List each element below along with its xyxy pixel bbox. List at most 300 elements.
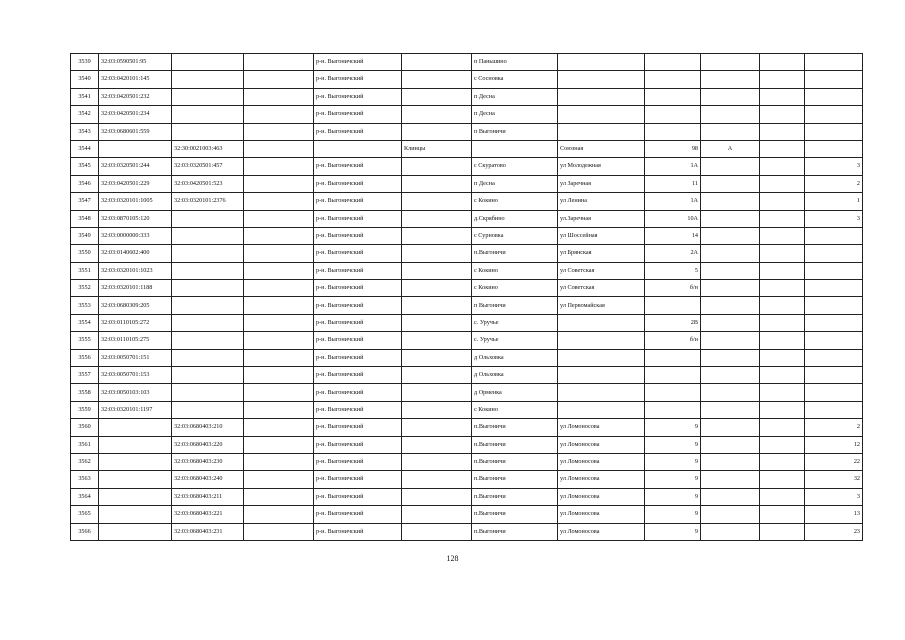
house-letter-cell (701, 71, 760, 88)
house-number-cell: 9 (645, 523, 701, 540)
empty-cell (244, 384, 314, 401)
district-cell: р-н. Выгоничский (314, 280, 402, 297)
row-number: 3539 (71, 54, 99, 71)
district-cell: р-н. Выгоничский (314, 71, 402, 88)
cadastral-number-building: 32:03:0680403:230 (172, 453, 244, 470)
apartment-cell: 13 (805, 506, 863, 523)
row-number: 3560 (71, 419, 99, 436)
district-cell: р-н. Выгоничский (314, 245, 402, 262)
empty-cell (244, 140, 314, 157)
apartment-cell: 2 (805, 175, 863, 192)
street-cell: ул Молодежная (558, 158, 645, 175)
house-number-cell (645, 349, 701, 366)
street-cell: ул Ломоносова (558, 488, 645, 505)
cadastral-number-parcel: 32:03:0140602:400 (99, 245, 172, 262)
house-number-cell (645, 71, 701, 88)
cadastral-number-building: 32:03:0680403:220 (172, 436, 244, 453)
district-cell: р-н. Выгоничский (314, 88, 402, 105)
locality-cell: д Орменка (472, 384, 558, 401)
locality-cell: п.Выгоничи (472, 419, 558, 436)
cadastral-number-parcel (99, 419, 172, 436)
cadastral-number-building: 32:03:0680403:231 (172, 523, 244, 540)
cadastral-number-parcel (99, 140, 172, 157)
cadastral-number-parcel: 32:03:0680601:559 (99, 123, 172, 140)
cadastral-number-building: 32:03:0320101:2376 (172, 193, 244, 210)
house-number-cell (645, 297, 701, 314)
house-letter-cell (701, 262, 760, 279)
apartment-cell: 12 (805, 436, 863, 453)
empty-cell (244, 453, 314, 470)
table-row (71, 419, 863, 436)
locality-cell: п.Выгоничи (472, 506, 558, 523)
empty-cell (760, 471, 805, 488)
municipality-cell (402, 419, 472, 436)
empty-cell (760, 506, 805, 523)
district-cell: р-н. Выгоничский (314, 349, 402, 366)
cadastral-number-parcel: 32:03:0050701:153 (99, 367, 172, 384)
cadastral-number-parcel: 32:03:0320101:1188 (99, 280, 172, 297)
cadastral-number-parcel: 32:03:0050103:103 (99, 384, 172, 401)
municipality-cell (402, 193, 472, 210)
table-row (71, 88, 863, 105)
street-cell (558, 71, 645, 88)
empty-cell (244, 367, 314, 384)
cadastral-number-building (172, 262, 244, 279)
apartment-cell: 1 (805, 193, 863, 210)
street-cell (558, 332, 645, 349)
empty-cell (244, 227, 314, 244)
cadastral-number-parcel: 32:03:0110105:275 (99, 332, 172, 349)
cadastral-number-building (172, 332, 244, 349)
house-number-cell (645, 367, 701, 384)
house-letter-cell (701, 419, 760, 436)
table-row (71, 297, 863, 314)
empty-cell (760, 106, 805, 123)
cadastral-number-building (172, 123, 244, 140)
house-number-cell (645, 401, 701, 418)
house-number-cell: 2А (645, 245, 701, 262)
apartment-cell (805, 54, 863, 71)
page-number: 128 (446, 554, 459, 563)
municipality-cell (402, 106, 472, 123)
apartment-cell: 2 (805, 419, 863, 436)
apartment-cell: 3 (805, 488, 863, 505)
cadastral-number-building: 32:03:0320501:457 (172, 158, 244, 175)
locality-cell: п Десна (472, 175, 558, 192)
apartment-cell (805, 227, 863, 244)
cadastral-number-parcel: 32:03:0420501:234 (99, 106, 172, 123)
table-row (71, 54, 863, 71)
row-number: 3545 (71, 158, 99, 175)
empty-cell (244, 245, 314, 262)
empty-cell (760, 158, 805, 175)
cadastral-number-parcel: 32:03:0680309:205 (99, 297, 172, 314)
cadastral-number-parcel: 32:03:0000000:333 (99, 227, 172, 244)
locality-cell: с Кокино (472, 280, 558, 297)
district-cell (314, 140, 402, 157)
house-number-cell (645, 106, 701, 123)
locality-cell: с Кокино (472, 193, 558, 210)
apartment-cell (805, 123, 863, 140)
row-number: 3553 (71, 297, 99, 314)
house-number-cell: 9 (645, 436, 701, 453)
house-number-cell: 5 (645, 262, 701, 279)
empty-cell (244, 419, 314, 436)
street-cell: ул Ленина (558, 193, 645, 210)
municipality-cell (402, 280, 472, 297)
district-cell: р-н. Выгоничский (314, 314, 402, 331)
table-body (71, 54, 863, 541)
empty-cell (760, 332, 805, 349)
table-row (71, 210, 863, 227)
cadastral-number-parcel: 32:03:0320101:1023 (99, 262, 172, 279)
district-cell: р-н. Выгоничский (314, 227, 402, 244)
house-letter-cell (701, 175, 760, 192)
house-number-cell (645, 123, 701, 140)
municipality-cell (402, 175, 472, 192)
table-row (71, 384, 863, 401)
district-cell: р-н. Выгоничский (314, 436, 402, 453)
apartment-cell (805, 332, 863, 349)
municipality-cell (402, 367, 472, 384)
cadastral-number-building: 32:03:0680403:210 (172, 419, 244, 436)
row-number: 3549 (71, 227, 99, 244)
cadastral-number-parcel (99, 488, 172, 505)
empty-cell (760, 367, 805, 384)
municipality-cell (402, 506, 472, 523)
house-letter-cell (701, 158, 760, 175)
locality-cell: с Кокино (472, 401, 558, 418)
municipality-cell (402, 488, 472, 505)
house-number-cell: 11 (645, 175, 701, 192)
house-letter-cell (701, 349, 760, 366)
locality-cell: п Десна (472, 88, 558, 105)
locality-cell: с Сурновка (472, 227, 558, 244)
empty-cell (760, 280, 805, 297)
street-cell: Союзная (558, 140, 645, 157)
house-letter-cell (701, 54, 760, 71)
empty-cell (760, 419, 805, 436)
street-cell: ул Советская (558, 280, 645, 297)
street-cell: ул Ломоносова (558, 523, 645, 540)
empty-cell (760, 384, 805, 401)
cadastral-number-parcel: 32:03:0050701:151 (99, 349, 172, 366)
row-number: 3564 (71, 488, 99, 505)
empty-cell (760, 227, 805, 244)
empty-cell (760, 245, 805, 262)
cadastral-number-parcel (99, 471, 172, 488)
street-cell: ул Ломоносова (558, 419, 645, 436)
district-cell: р-н. Выгоничский (314, 54, 402, 71)
cadastral-number-parcel: 32:03:0420501:229 (99, 175, 172, 192)
cadastral-number-building: 32:30:0021003:463 (172, 140, 244, 157)
empty-cell (244, 106, 314, 123)
row-number: 3550 (71, 245, 99, 262)
empty-cell (760, 436, 805, 453)
house-number-cell: 14 (645, 227, 701, 244)
empty-cell (244, 262, 314, 279)
apartment-cell: 32 (805, 471, 863, 488)
cadastral-number-building (172, 401, 244, 418)
house-letter-cell (701, 106, 760, 123)
cadastral-number-parcel: 32:03:0320101:1197 (99, 401, 172, 418)
locality-cell: с. Уручье (472, 332, 558, 349)
table-row (71, 314, 863, 331)
empty-cell (244, 280, 314, 297)
cadastral-number-building (172, 384, 244, 401)
table-row (71, 471, 863, 488)
row-number: 3554 (71, 314, 99, 331)
cadastral-number-parcel (99, 523, 172, 540)
locality-cell: п.Выгоничи (472, 488, 558, 505)
street-cell (558, 384, 645, 401)
locality-cell: с Кокино (472, 262, 558, 279)
cadastral-number-building (172, 88, 244, 105)
cadastral-number-building (172, 245, 244, 262)
house-number-cell: 9 (645, 453, 701, 470)
street-cell (558, 401, 645, 418)
row-number: 3548 (71, 210, 99, 227)
cadastral-number-building: 32:03:0680403:240 (172, 471, 244, 488)
municipality-cell (402, 227, 472, 244)
street-cell: ул Брянская (558, 245, 645, 262)
municipality-cell (402, 210, 472, 227)
municipality-cell (402, 71, 472, 88)
house-letter-cell (701, 245, 760, 262)
municipality-cell (402, 158, 472, 175)
row-number: 3543 (71, 123, 99, 140)
row-number: 3547 (71, 193, 99, 210)
district-cell: р-н. Выгоничский (314, 453, 402, 470)
table-row (71, 262, 863, 279)
apartment-cell (805, 71, 863, 88)
house-letter-cell (701, 488, 760, 505)
row-number: 3566 (71, 523, 99, 540)
municipality-cell (402, 436, 472, 453)
row-number: 3552 (71, 280, 99, 297)
empty-cell (760, 71, 805, 88)
municipality-cell (402, 453, 472, 470)
cadastral-number-building: 32:03:0680403:211 (172, 488, 244, 505)
empty-cell (244, 523, 314, 540)
locality-cell: с Скуратово (472, 158, 558, 175)
apartment-cell (805, 349, 863, 366)
locality-cell: с. Уручье (472, 314, 558, 331)
street-cell: ул Ломоносова (558, 506, 645, 523)
street-cell: ул Ломоносова (558, 436, 645, 453)
locality-cell: с Сосновка (472, 71, 558, 88)
cadastral-number-parcel (99, 436, 172, 453)
table-row (71, 488, 863, 505)
house-letter-cell (701, 453, 760, 470)
row-number: 3541 (71, 88, 99, 105)
empty-cell (760, 88, 805, 105)
house-number-cell: 98 (645, 140, 701, 157)
empty-cell (244, 401, 314, 418)
row-number: 3561 (71, 436, 99, 453)
row-number: 3565 (71, 506, 99, 523)
cadastral-number-parcel: 32:03:0420101:145 (99, 71, 172, 88)
locality-cell: п Выгоничи (472, 297, 558, 314)
table-row (71, 280, 863, 297)
empty-cell (244, 349, 314, 366)
house-letter-cell (701, 210, 760, 227)
apartment-cell (805, 401, 863, 418)
row-number: 3555 (71, 332, 99, 349)
municipality-cell (402, 349, 472, 366)
municipality-cell (402, 123, 472, 140)
table-row (71, 367, 863, 384)
locality-cell: п.Выгоничи (472, 453, 558, 470)
table-row (71, 349, 863, 366)
house-letter-cell (701, 332, 760, 349)
apartment-cell: 3 (805, 210, 863, 227)
empty-cell (244, 436, 314, 453)
district-cell: р-н. Выгоничский (314, 158, 402, 175)
district-cell: р-н. Выгоничский (314, 506, 402, 523)
district-cell: р-н. Выгоничский (314, 488, 402, 505)
empty-cell (760, 140, 805, 157)
municipality-cell (402, 332, 472, 349)
street-cell: ул Заречная (558, 175, 645, 192)
district-cell: р-н. Выгоничский (314, 384, 402, 401)
empty-cell (760, 401, 805, 418)
municipality-cell (402, 297, 472, 314)
cadastral-number-parcel (99, 453, 172, 470)
apartment-cell: 23 (805, 523, 863, 540)
cadastral-number-parcel: 32:03:0110105:272 (99, 314, 172, 331)
house-number-cell: 9 (645, 488, 701, 505)
row-number: 3556 (71, 349, 99, 366)
row-number: 3540 (71, 71, 99, 88)
house-number-cell (645, 384, 701, 401)
table-row (71, 436, 863, 453)
house-letter-cell (701, 280, 760, 297)
apartment-cell (805, 384, 863, 401)
house-number-cell: 9 (645, 419, 701, 436)
empty-cell (244, 158, 314, 175)
row-number: 3562 (71, 453, 99, 470)
house-number-cell (645, 88, 701, 105)
municipality-cell (402, 88, 472, 105)
district-cell: р-н. Выгоничский (314, 297, 402, 314)
empty-cell (760, 123, 805, 140)
municipality-cell (402, 471, 472, 488)
table-row (71, 227, 863, 244)
street-cell (558, 367, 645, 384)
empty-cell (244, 54, 314, 71)
cadastral-number-building (172, 106, 244, 123)
district-cell: р-н. Выгоничский (314, 123, 402, 140)
row-number: 3558 (71, 384, 99, 401)
table-row (71, 523, 863, 540)
row-number: 3563 (71, 471, 99, 488)
locality-cell: п Выгоничи (472, 123, 558, 140)
locality-cell: п Паньшино (472, 54, 558, 71)
table-row (71, 193, 863, 210)
empty-cell (760, 314, 805, 331)
district-cell: р-н. Выгоничский (314, 262, 402, 279)
row-number: 3557 (71, 367, 99, 384)
table-row (71, 245, 863, 262)
table-row (71, 140, 863, 157)
street-cell: ул Ломоносова (558, 471, 645, 488)
house-letter-cell (701, 123, 760, 140)
empty-cell (760, 210, 805, 227)
apartment-cell (805, 245, 863, 262)
empty-cell (760, 54, 805, 71)
cadastral-number-building (172, 71, 244, 88)
house-letter-cell (701, 193, 760, 210)
empty-cell (760, 488, 805, 505)
apartment-cell: 3 (805, 158, 863, 175)
street-cell (558, 54, 645, 71)
table-row (71, 175, 863, 192)
cadastral-number-building (172, 349, 244, 366)
street-cell: ул.Заречная (558, 210, 645, 227)
house-letter-cell: А (701, 140, 760, 157)
locality-cell: д Ольховка (472, 367, 558, 384)
district-cell: р-н. Выгоничский (314, 210, 402, 227)
locality-cell: д.Скрябино (472, 210, 558, 227)
table-row (71, 123, 863, 140)
house-number-cell: 10А (645, 210, 701, 227)
row-number: 3546 (71, 175, 99, 192)
district-cell: р-н. Выгоничский (314, 193, 402, 210)
apartment-cell (805, 367, 863, 384)
table-row (71, 332, 863, 349)
house-letter-cell (701, 471, 760, 488)
street-cell (558, 349, 645, 366)
empty-cell (244, 488, 314, 505)
locality-cell (472, 140, 558, 157)
empty-cell (760, 262, 805, 279)
empty-cell (244, 332, 314, 349)
empty-cell (244, 175, 314, 192)
cadastral-number-building (172, 227, 244, 244)
locality-cell: п.Выгоничи (472, 436, 558, 453)
empty-cell (244, 71, 314, 88)
cadastral-number-building (172, 54, 244, 71)
row-number: 3542 (71, 106, 99, 123)
cadastral-number-building: 32:03:0420501:523 (172, 175, 244, 192)
municipality-cell: Клинцы (402, 140, 472, 157)
municipality-cell (402, 54, 472, 71)
empty-cell (244, 297, 314, 314)
empty-cell (760, 349, 805, 366)
empty-cell (760, 297, 805, 314)
street-cell (558, 88, 645, 105)
municipality-cell (402, 262, 472, 279)
house-number-cell: б/н (645, 332, 701, 349)
house-number-cell: 2В (645, 314, 701, 331)
street-cell: ул Ломоносова (558, 453, 645, 470)
row-number: 3551 (71, 262, 99, 279)
empty-cell (244, 314, 314, 331)
house-letter-cell (701, 384, 760, 401)
empty-cell (760, 175, 805, 192)
cadastral-number-parcel: 32:03:0320501:244 (99, 158, 172, 175)
district-cell: р-н. Выгоничский (314, 175, 402, 192)
cadastral-number-building (172, 367, 244, 384)
cadastral-number-building (172, 314, 244, 331)
property-register-table (70, 53, 863, 541)
house-letter-cell (701, 297, 760, 314)
empty-cell (244, 193, 314, 210)
table-row (71, 506, 863, 523)
street-cell (558, 314, 645, 331)
apartment-cell (805, 314, 863, 331)
